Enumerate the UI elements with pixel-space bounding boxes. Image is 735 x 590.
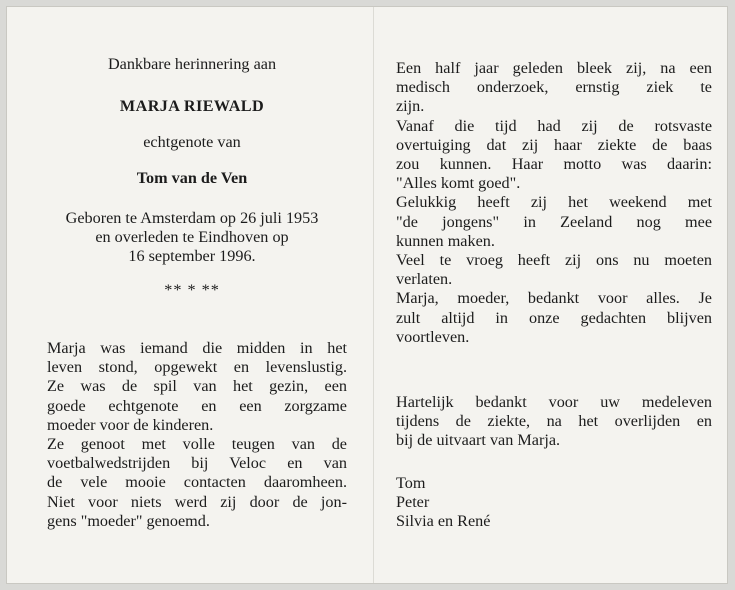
text-line: voetbalwedstrijden bij Veloc en van: [47, 454, 347, 473]
text-line: moeder voor de kinderen.: [47, 415, 214, 434]
text-line: Niet voor niets werd zij door de jon-: [47, 492, 347, 511]
text-line: bij de uitvaart van Marja.: [396, 431, 561, 450]
signature-name: Peter: [396, 493, 430, 512]
text-line: Marja, moeder, bedankt voor alles. Je: [396, 289, 712, 308]
memorial-card: [6, 6, 728, 584]
deceased-name: MARJA RIEWALD: [119, 97, 265, 115]
text-line: Een half jaar geleden bleek zij, na een: [396, 59, 712, 77]
text-line: tijdens de ziekte, na het overlijden en: [396, 412, 712, 431]
left-page: [7, 7, 373, 583]
signature-name: Silvia en René: [396, 512, 491, 531]
text-line: Gelukkig heeft zij het weekend met: [396, 193, 712, 212]
text-line: Veel te vroeg heeft zij ons nu moeten: [396, 251, 712, 270]
text-line: medisch onderzoek, ernstig ziek te: [396, 78, 712, 97]
text-line: "de jongens" in Zeeland nog mee: [396, 212, 712, 231]
text-line: Marja was iemand die midden in het: [47, 339, 347, 357]
text-line: Hartelijk bedankt voor uw medeleven: [396, 393, 712, 411]
thanks-text: [396, 393, 712, 451]
separator-stars: ** * **: [164, 281, 220, 299]
text-line: Ze genoot met volle teugen van de: [47, 435, 347, 454]
text-line: "Alles komt goed".: [396, 174, 521, 193]
death-line: en overleden te Eindhoven op: [95, 228, 289, 246]
text-line: voortleven.: [396, 327, 470, 346]
text-line: goede echtgenote en een zorgzame: [47, 396, 347, 415]
text-line: leven stond, opgewekt en levenslustig.: [47, 358, 347, 377]
text-line: Vanaf die tijd had zij de rotsvaste: [396, 116, 712, 135]
text-line: gens "moeder" genoemd.: [47, 511, 210, 530]
text-line: Ze was de spil van het gezin, een: [47, 377, 347, 396]
birth-line: Geboren te Amsterdam op 26 juli 1953: [65, 209, 319, 227]
right-page: [374, 7, 729, 583]
birth-death-info: [47, 209, 337, 266]
text-line: zult altijd in onze gedachten blijven: [396, 308, 712, 327]
text-line: kunnen maken.: [396, 231, 495, 250]
text-line: zou kunnen. Haar motto was daarin:: [396, 155, 712, 174]
spouse-name: Tom van de Ven: [136, 169, 248, 187]
signature-name: Tom: [396, 474, 426, 492]
text-line: zijn.: [396, 97, 425, 116]
signatures: [396, 474, 490, 532]
text-line: overtuiging dat zij haar ziekte de baas: [396, 135, 712, 154]
text-line: verlaten.: [396, 270, 453, 289]
left-body-text: [47, 339, 347, 531]
intro-text: Dankbare herinnering aan: [107, 55, 277, 73]
text-line: de vele mooie contacten daaromheen.: [47, 473, 347, 492]
right-body-text: [396, 59, 712, 347]
death-date-line: 16 september 1996.: [128, 247, 256, 265]
spouse-label: echtgenote van: [143, 133, 241, 151]
